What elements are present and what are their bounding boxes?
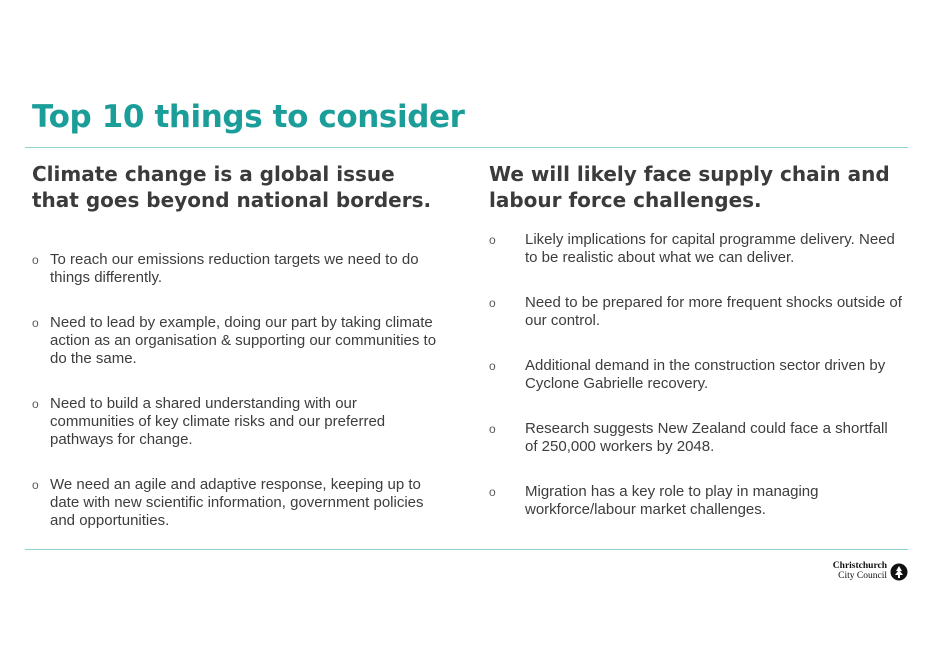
list-item (489, 420, 904, 456)
list-item-text: Need to lead by example, doing our part by taking climate action as an organisation & supporting our communities to do the same. (50, 314, 437, 367)
bottom-divider (25, 549, 908, 550)
list-item-text: We need an agile and adaptive response, keeping up to date with new scientific information, government policies and opportunities. (50, 476, 424, 529)
list-item-text: Additional demand in the construction sector driven by Cyclone Gabrielle recovery. (525, 357, 886, 392)
left-column (32, 161, 442, 529)
bullet-icon: o (32, 478, 39, 492)
bullet-icon: o (489, 296, 496, 310)
logo-text (833, 562, 887, 581)
logo-line-1: Christchurch (832, 561, 887, 571)
right-column (489, 161, 904, 518)
left-heading: Climate change is a global issue that goes beyond national borders. (32, 162, 432, 212)
list-item (32, 476, 442, 530)
bullet-icon: o (489, 359, 496, 373)
right-heading: We will likely face supply chain and labour force challenges. (489, 162, 890, 212)
council-emblem-icon (890, 563, 908, 581)
bullet-icon: o (489, 233, 496, 247)
bullet-icon: o (489, 485, 496, 499)
top-divider (25, 147, 908, 148)
logo-line-2: City Council (838, 570, 887, 581)
list-item (489, 294, 904, 330)
bullet-icon: o (32, 397, 39, 411)
slide-title: Top 10 things to consider (32, 99, 465, 135)
list-item-text: To reach our emissions reduction targets we need to do things differently. (50, 251, 419, 286)
council-logo (833, 562, 908, 581)
bullet-icon: o (32, 253, 39, 267)
list-item-text: Need to be prepared for more frequent shocks outside of our control. (525, 294, 902, 329)
list-item-text: Migration has a key role to play in managing workforce/labour market challenges. (525, 483, 819, 518)
list-item-text: Need to build a shared understanding with our communities of key climate risks and our preferred pathways for change. (50, 395, 386, 448)
list-item-text: Likely implications for capital programme delivery. Need to be realistic about what we can deliver. (525, 231, 895, 266)
bullet-icon: o (32, 316, 39, 330)
list-item (32, 251, 442, 287)
list-item-text: Research suggests New Zealand could face a shortfall of 250,000 workers by 2048. (525, 420, 888, 455)
list-item (489, 231, 904, 267)
bullet-icon: o (489, 422, 496, 436)
list-item (32, 314, 442, 368)
list-item (489, 483, 904, 519)
list-item (489, 357, 904, 393)
list-item (32, 395, 442, 449)
